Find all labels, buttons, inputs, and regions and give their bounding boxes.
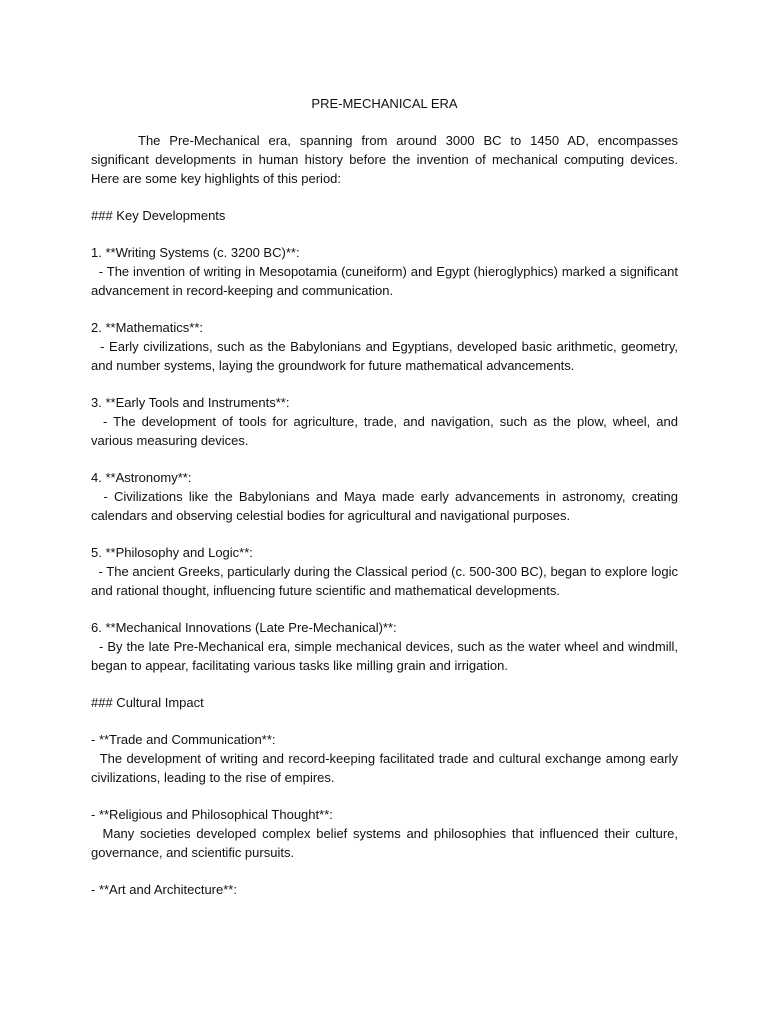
list-item-body: - By the late Pre-Mechanical era, simple mechanical devices, such as the water wheel and windmill, began to appear, facilitating various tasks like milling grain and irrigation.	[91, 639, 682, 673]
list-item-body: - Early civilizations, such as the Babylonians and Egyptians, developed basic arithmetic, geometry, and number systems, laying the groundwork for future mathematical advancements.	[91, 339, 682, 373]
list-item-art-architecture	[91, 880, 678, 899]
list-item-body: - The ancient Greeks, particularly during the Classical period (c. 500-300 BC), began to explore logic and rational thought, influencing future scientific and mathematical developments.	[91, 564, 682, 598]
list-item-body: Many societies developed complex belief systems and philosophies that influenced their culture, governance, and scientific pursuits.	[91, 826, 682, 860]
list-item-title: 4. **Astronomy**:	[91, 470, 192, 485]
list-item-body: - The development of tools for agriculture, trade, and navigation, such as the plow, wheel, and various measuring devices.	[91, 414, 682, 448]
list-item-title: 2. **Mathematics**:	[91, 320, 203, 335]
list-item-body: - Civilizations like the Babylonians and Maya made early advancements in astronomy, creating calendars and observing celestial bodies for agricultural and navigational purposes.	[91, 489, 682, 523]
list-item-trade-communication	[91, 730, 682, 787]
list-item-writing-systems	[91, 243, 682, 300]
list-item-title: 6. **Mechanical Innovations (Late Pre-Mechanical)**:	[91, 620, 397, 635]
list-item-religious-thought	[91, 805, 682, 862]
list-item-title: - **Trade and Communication**:	[91, 732, 276, 747]
list-item-title: - **Religious and Philosophical Thought**:	[91, 807, 333, 822]
list-item-body: The development of writing and record-keeping facilitated trade and cultural exchange among early civilizations, leading to the rise of empires.	[91, 751, 682, 785]
document-body	[91, 94, 682, 917]
list-item-title: 5. **Philosophy and Logic**:	[91, 545, 253, 560]
document-title: PRE-MECHANICAL ERA	[311, 96, 458, 111]
list-item-title: - **Art and Architecture**:	[91, 882, 237, 897]
intro-paragraph: The Pre-Mechanical era, spanning from around 3000 BC to 1450 AD, encompasses significant developments in human history before the invention of mechanical computing devices. Here are some key highlights of this period:	[91, 133, 682, 186]
list-item-early-tools	[91, 393, 682, 450]
list-item-mathematics	[91, 318, 682, 375]
list-item-body: - The invention of writing in Mesopotamia (cuneiform) and Egypt (hieroglyphics) marked a significant advancement in record-keeping and communication.	[91, 264, 682, 298]
list-item-philosophy-logic	[91, 543, 682, 600]
list-item-title: 1. **Writing Systems (c. 3200 BC)**:	[91, 245, 300, 260]
section-heading-cultural-impact: ### Cultural Impact	[91, 695, 204, 710]
section-heading-key-developments: ### Key Developments	[91, 208, 226, 223]
list-item-title: 3. **Early Tools and Instruments**:	[91, 395, 290, 410]
list-item-astronomy	[91, 468, 682, 525]
list-item-mechanical-innovations	[91, 618, 682, 675]
